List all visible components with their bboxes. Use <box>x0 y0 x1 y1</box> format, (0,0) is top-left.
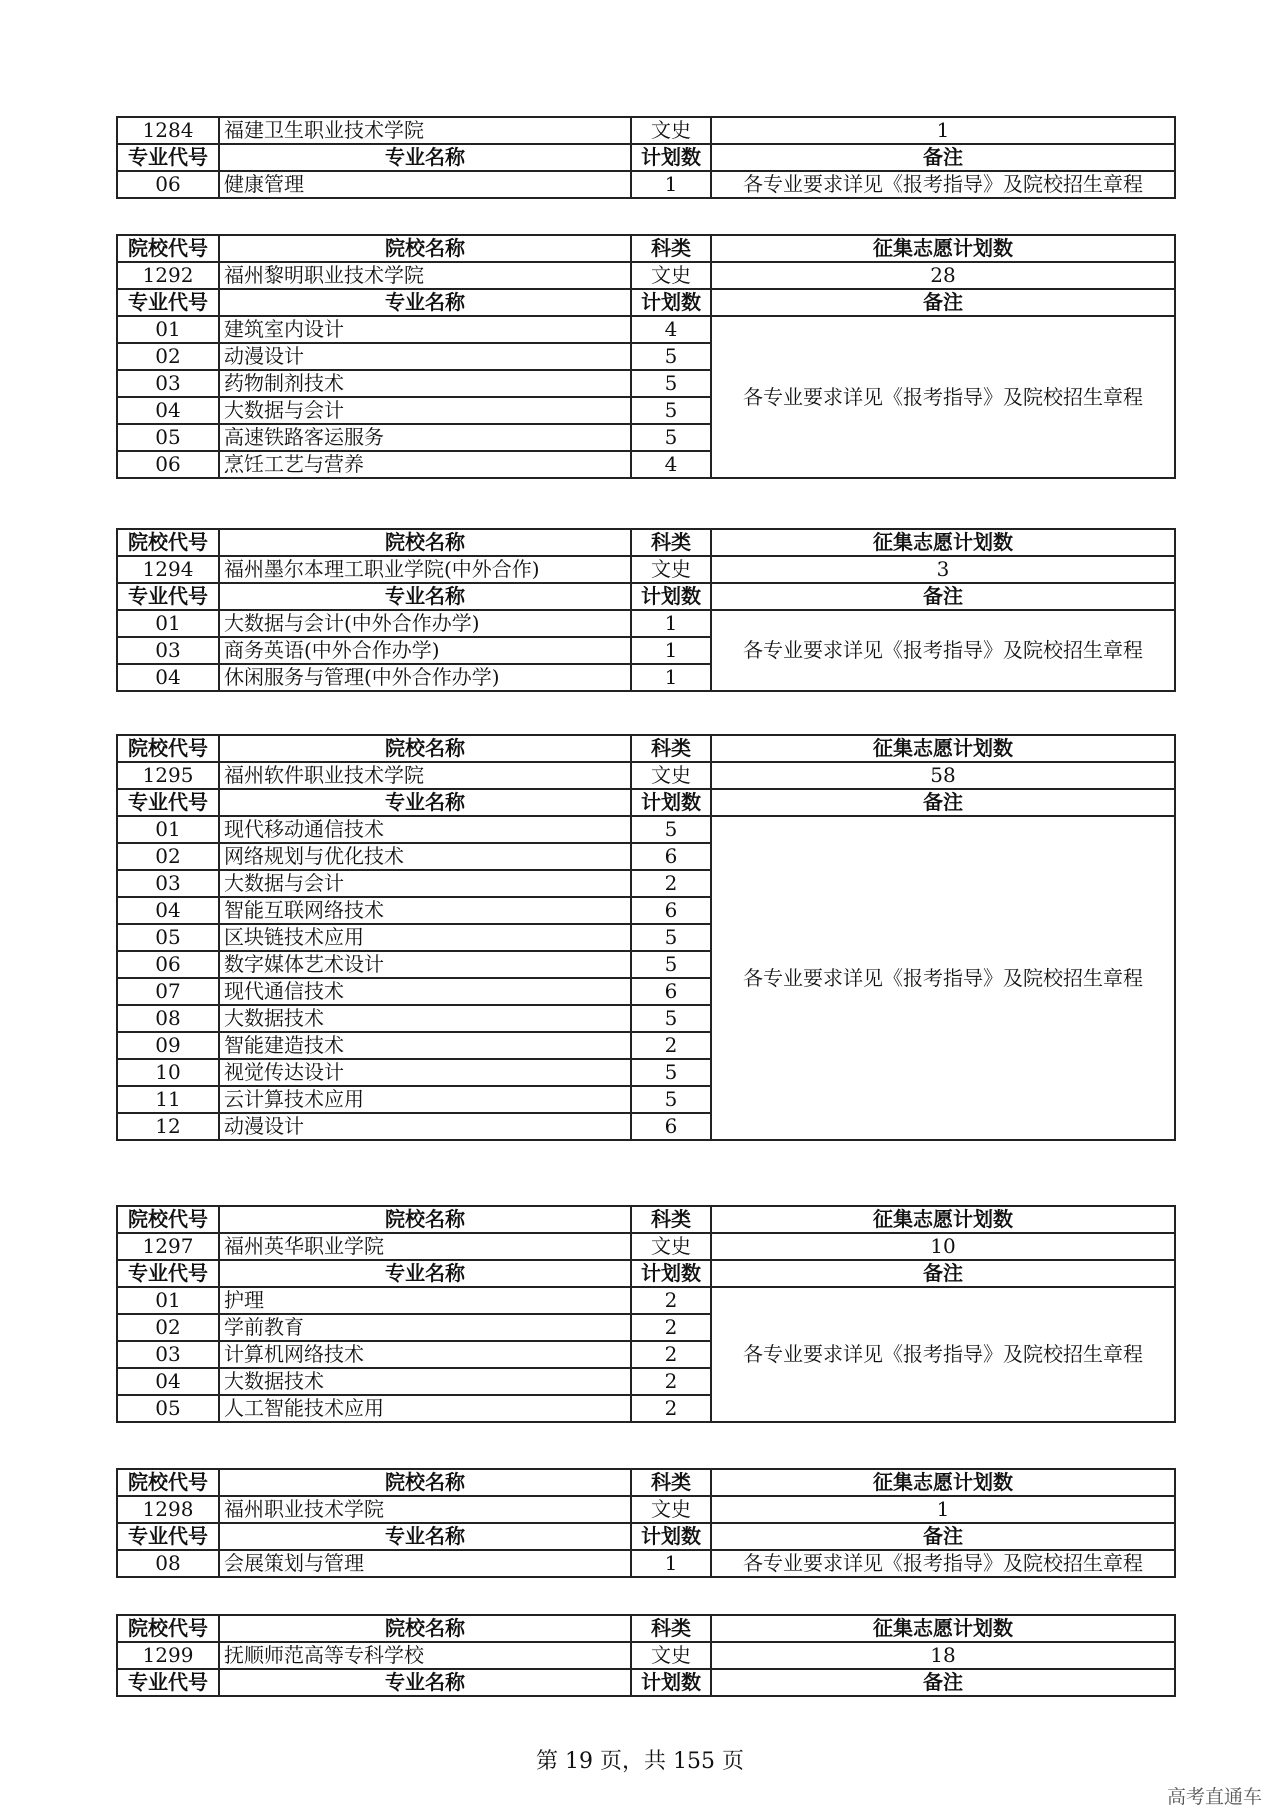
major-name-header: 专业名称 <box>219 1260 631 1287</box>
major-code: 11 <box>117 1086 219 1113</box>
major-plan: 6 <box>631 843 711 870</box>
major-name: 现代移动通信技术 <box>219 816 631 843</box>
major-name: 人工智能技术应用 <box>219 1395 631 1422</box>
major-plan: 5 <box>631 1059 711 1086</box>
remark-note: 各专业要求详见《报考指导》及院校招生章程 <box>711 1287 1175 1422</box>
major-code: 01 <box>117 816 219 843</box>
major-name: 区块链技术应用 <box>219 924 631 951</box>
watermark: 高考直通车 <box>1166 1786 1262 1808</box>
school-name: 福州英华职业学院 <box>219 1233 631 1260</box>
plan-header: 计划数 <box>631 1260 711 1287</box>
major-name: 烹饪工艺与营养 <box>219 451 631 478</box>
school-plan-total: 1 <box>711 117 1175 144</box>
school-row <box>117 1233 1175 1260</box>
school-code-header: 院校代号 <box>117 235 219 262</box>
major-name: 建筑室内设计 <box>219 316 631 343</box>
school-plan-total: 18 <box>711 1642 1175 1669</box>
school-code: 1298 <box>117 1496 219 1523</box>
major-plan: 2 <box>631 1341 711 1368</box>
major-plan: 5 <box>631 343 711 370</box>
school-category: 文史 <box>631 1496 711 1523</box>
school-code: 1297 <box>117 1233 219 1260</box>
school-code-header: 院校代号 <box>117 1206 219 1233</box>
plan-total-header: 征集志愿计划数 <box>711 1469 1175 1496</box>
major-code-header: 专业代号 <box>117 144 219 171</box>
major-name: 数字媒体艺术设计 <box>219 951 631 978</box>
school-row <box>117 762 1175 789</box>
major-row <box>117 1287 1175 1314</box>
major-code: 10 <box>117 1059 219 1086</box>
major-code-header: 专业代号 <box>117 1260 219 1287</box>
school-code: 1292 <box>117 262 219 289</box>
major-name-header: 专业名称 <box>219 789 631 816</box>
major-name-header: 专业名称 <box>219 583 631 610</box>
school-table-1295 <box>116 734 1176 1141</box>
major-code: 02 <box>117 1314 219 1341</box>
school-name: 福州墨尔本理工职业学院(中外合作) <box>219 556 631 583</box>
major-code: 06 <box>117 951 219 978</box>
major-name: 大数据技术 <box>219 1005 631 1032</box>
major-plan: 1 <box>631 1550 711 1577</box>
school-name: 福州软件职业技术学院 <box>219 762 631 789</box>
school-name: 福建卫生职业技术学院 <box>219 117 631 144</box>
remark-header: 备注 <box>711 1523 1175 1550</box>
major-code: 04 <box>117 397 219 424</box>
school-name-header: 院校名称 <box>219 235 631 262</box>
major-code: 01 <box>117 1287 219 1314</box>
school-row <box>117 117 1175 144</box>
major-name: 大数据与会计 <box>219 870 631 897</box>
major-code: 03 <box>117 870 219 897</box>
major-name: 高速铁路客运服务 <box>219 424 631 451</box>
major-code: 08 <box>117 1550 219 1577</box>
major-header-row <box>117 144 1175 171</box>
plan-total-header: 征集志愿计划数 <box>711 529 1175 556</box>
school-plan-total: 28 <box>711 262 1175 289</box>
major-code: 05 <box>117 424 219 451</box>
school-code: 1299 <box>117 1642 219 1669</box>
major-code: 06 <box>117 171 219 198</box>
school-name: 福州职业技术学院 <box>219 1496 631 1523</box>
school-name-header: 院校名称 <box>219 529 631 556</box>
major-plan: 2 <box>631 870 711 897</box>
major-plan: 1 <box>631 171 711 198</box>
major-name: 大数据与会计(中外合作办学) <box>219 610 631 637</box>
school-header-row <box>117 1615 1175 1642</box>
remark-header: 备注 <box>711 583 1175 610</box>
category-header: 科类 <box>631 1206 711 1233</box>
major-code: 12 <box>117 1113 219 1140</box>
major-name: 大数据与会计 <box>219 397 631 424</box>
major-row <box>117 1550 1175 1577</box>
school-name-header: 院校名称 <box>219 1469 631 1496</box>
plan-total-header: 征集志愿计划数 <box>711 1206 1175 1233</box>
major-code: 01 <box>117 316 219 343</box>
major-name: 大数据技术 <box>219 1368 631 1395</box>
major-name: 商务英语(中外合作办学) <box>219 637 631 664</box>
major-code: 04 <box>117 1368 219 1395</box>
school-table-1292 <box>116 234 1176 479</box>
major-plan: 4 <box>631 316 711 343</box>
major-name: 学前教育 <box>219 1314 631 1341</box>
school-category: 文史 <box>631 262 711 289</box>
category-header: 科类 <box>631 735 711 762</box>
school-code-header: 院校代号 <box>117 735 219 762</box>
major-code: 04 <box>117 897 219 924</box>
major-plan: 5 <box>631 951 711 978</box>
school-category: 文史 <box>631 1642 711 1669</box>
major-code: 02 <box>117 843 219 870</box>
major-code: 04 <box>117 664 219 691</box>
major-plan: 5 <box>631 924 711 951</box>
school-plan-total: 10 <box>711 1233 1175 1260</box>
major-plan: 6 <box>631 1113 711 1140</box>
school-category: 文史 <box>631 762 711 789</box>
major-name: 药物制剂技术 <box>219 370 631 397</box>
major-code: 03 <box>117 637 219 664</box>
remark-note: 各专业要求详见《报考指导》及院校招生章程 <box>711 610 1175 691</box>
remark-header: 备注 <box>711 144 1175 171</box>
major-header-row <box>117 1669 1175 1696</box>
remark-note: 各专业要求详见《报考指导》及院校招生章程 <box>711 316 1175 478</box>
major-code-header: 专业代号 <box>117 289 219 316</box>
plan-header: 计划数 <box>631 289 711 316</box>
plan-total-header: 征集志愿计划数 <box>711 235 1175 262</box>
school-plan-total: 3 <box>711 556 1175 583</box>
major-plan: 2 <box>631 1287 711 1314</box>
major-row <box>117 816 1175 843</box>
major-plan: 5 <box>631 424 711 451</box>
plan-header: 计划数 <box>631 583 711 610</box>
school-header-row <box>117 529 1175 556</box>
major-code: 09 <box>117 1032 219 1059</box>
major-name: 现代通信技术 <box>219 978 631 1005</box>
major-name: 动漫设计 <box>219 343 631 370</box>
school-header-row <box>117 1469 1175 1496</box>
school-name-header: 院校名称 <box>219 1615 631 1642</box>
school-table-1297 <box>116 1205 1176 1423</box>
major-plan: 5 <box>631 397 711 424</box>
major-code: 07 <box>117 978 219 1005</box>
plan-header: 计划数 <box>631 1523 711 1550</box>
category-header: 科类 <box>631 235 711 262</box>
school-header-row <box>117 735 1175 762</box>
major-code: 02 <box>117 343 219 370</box>
school-row <box>117 1642 1175 1669</box>
major-plan: 5 <box>631 370 711 397</box>
school-category: 文史 <box>631 1233 711 1260</box>
major-name: 视觉传达设计 <box>219 1059 631 1086</box>
major-plan: 1 <box>631 610 711 637</box>
remark-header: 备注 <box>711 1260 1175 1287</box>
major-plan: 2 <box>631 1032 711 1059</box>
major-plan: 1 <box>631 637 711 664</box>
plan-header: 计划数 <box>631 789 711 816</box>
school-table-1299 <box>116 1614 1176 1697</box>
remark-note: 各专业要求详见《报考指导》及院校招生章程 <box>711 171 1175 198</box>
major-name: 云计算技术应用 <box>219 1086 631 1113</box>
school-plan-total: 1 <box>711 1496 1175 1523</box>
major-name: 智能建造技术 <box>219 1032 631 1059</box>
school-code: 1294 <box>117 556 219 583</box>
major-name: 会展策划与管理 <box>219 1550 631 1577</box>
school-code: 1284 <box>117 117 219 144</box>
major-code-header: 专业代号 <box>117 583 219 610</box>
school-row <box>117 1496 1175 1523</box>
major-code: 06 <box>117 451 219 478</box>
major-plan: 5 <box>631 1005 711 1032</box>
category-header: 科类 <box>631 1469 711 1496</box>
major-name-header: 专业名称 <box>219 289 631 316</box>
school-table-1298 <box>116 1468 1176 1578</box>
major-name: 计算机网络技术 <box>219 1341 631 1368</box>
major-header-row <box>117 789 1175 816</box>
major-plan: 5 <box>631 816 711 843</box>
major-name: 网络规划与优化技术 <box>219 843 631 870</box>
remark-note: 各专业要求详见《报考指导》及院校招生章程 <box>711 816 1175 1140</box>
major-header-row <box>117 1260 1175 1287</box>
major-name-header: 专业名称 <box>219 1523 631 1550</box>
major-name: 护理 <box>219 1287 631 1314</box>
school-name-header: 院校名称 <box>219 1206 631 1233</box>
remark-note: 各专业要求详见《报考指导》及院校招生章程 <box>711 1550 1175 1577</box>
remark-header: 备注 <box>711 1669 1175 1696</box>
plan-header: 计划数 <box>631 1669 711 1696</box>
major-plan: 2 <box>631 1314 711 1341</box>
school-plan-total: 58 <box>711 762 1175 789</box>
category-header: 科类 <box>631 1615 711 1642</box>
school-row <box>117 556 1175 583</box>
category-header: 科类 <box>631 529 711 556</box>
major-code-header: 专业代号 <box>117 1669 219 1696</box>
remark-header: 备注 <box>711 789 1175 816</box>
major-name: 智能互联网络技术 <box>219 897 631 924</box>
school-header-row <box>117 1206 1175 1233</box>
plan-total-header: 征集志愿计划数 <box>711 1615 1175 1642</box>
major-code: 05 <box>117 1395 219 1422</box>
remark-header: 备注 <box>711 289 1175 316</box>
major-name: 休闲服务与管理(中外合作办学) <box>219 664 631 691</box>
major-header-row <box>117 583 1175 610</box>
school-category: 文史 <box>631 117 711 144</box>
major-row <box>117 171 1175 198</box>
school-name-header: 院校名称 <box>219 735 631 762</box>
school-code: 1295 <box>117 762 219 789</box>
major-code: 03 <box>117 1341 219 1368</box>
major-name-header: 专业名称 <box>219 1669 631 1696</box>
major-plan: 6 <box>631 978 711 1005</box>
school-table-1284 <box>116 116 1176 199</box>
school-code-header: 院校代号 <box>117 529 219 556</box>
page-number: 第 19 页，共 155 页 <box>536 1749 744 1774</box>
plan-total-header: 征集志愿计划数 <box>711 735 1175 762</box>
major-name-header: 专业名称 <box>219 144 631 171</box>
school-name: 抚顺师范高等专科学校 <box>219 1642 631 1669</box>
major-plan: 1 <box>631 664 711 691</box>
major-header-row <box>117 1523 1175 1550</box>
major-plan: 2 <box>631 1368 711 1395</box>
major-header-row <box>117 289 1175 316</box>
school-row <box>117 262 1175 289</box>
major-code: 01 <box>117 610 219 637</box>
major-plan: 2 <box>631 1395 711 1422</box>
school-header-row <box>117 235 1175 262</box>
school-code-header: 院校代号 <box>117 1469 219 1496</box>
major-plan: 6 <box>631 897 711 924</box>
major-plan: 4 <box>631 451 711 478</box>
major-code: 05 <box>117 924 219 951</box>
major-name: 动漫设计 <box>219 1113 631 1140</box>
major-row <box>117 316 1175 343</box>
school-code-header: 院校代号 <box>117 1615 219 1642</box>
school-name: 福州黎明职业技术学院 <box>219 262 631 289</box>
school-table-1294 <box>116 528 1176 692</box>
school-category: 文史 <box>631 556 711 583</box>
major-code: 03 <box>117 370 219 397</box>
major-plan: 5 <box>631 1086 711 1113</box>
major-row <box>117 610 1175 637</box>
major-code-header: 专业代号 <box>117 789 219 816</box>
plan-header: 计划数 <box>631 144 711 171</box>
major-code: 08 <box>117 1005 219 1032</box>
major-name: 健康管理 <box>219 171 631 198</box>
major-code-header: 专业代号 <box>117 1523 219 1550</box>
